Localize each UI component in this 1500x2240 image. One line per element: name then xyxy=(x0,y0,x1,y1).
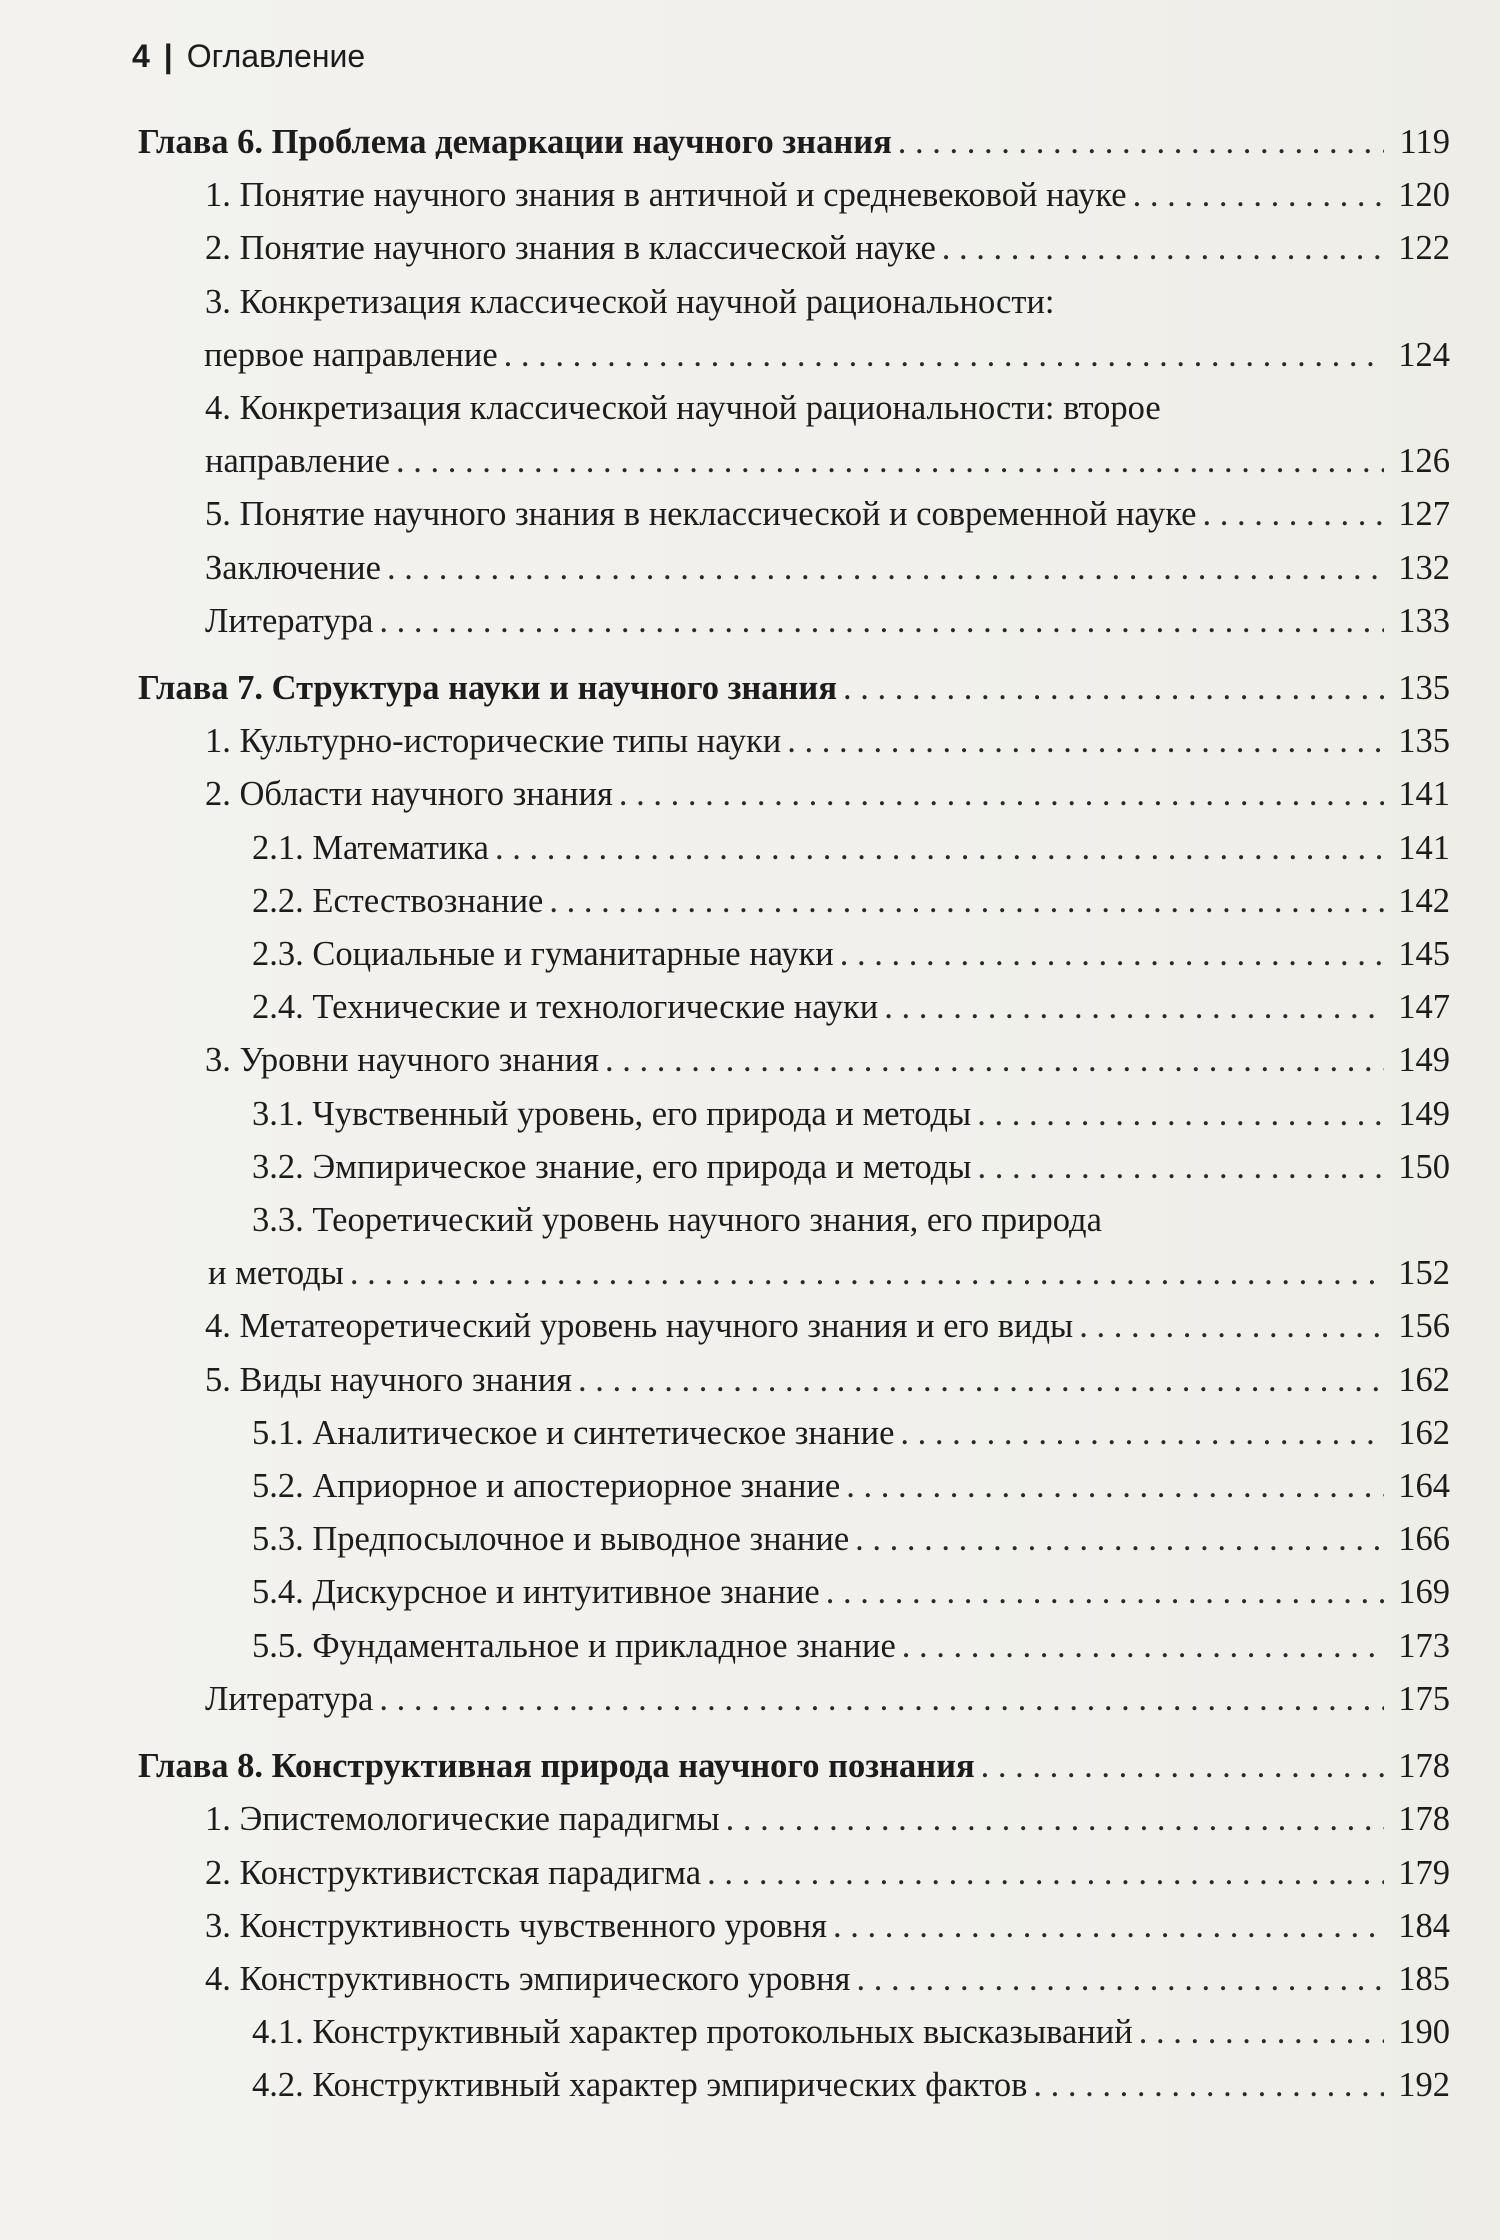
chapter-title: Глава 7. Структура науки и научного знания xyxy=(138,669,837,708)
toc-entry[interactable]: 3. Конкретизация классической научной рациональности: первое направление . . . 124 xyxy=(205,276,1450,382)
toc-entry[interactable]: 1. Эпистемологические парадигмы . . . 178 xyxy=(205,1793,1450,1846)
toc-entry[interactable]: Литература . . . 175 xyxy=(205,1673,1450,1726)
toc-entry[interactable]: 2. Конструктивистская парадигма . . . 179 xyxy=(205,1847,1450,1900)
leader-dots xyxy=(898,116,1384,169)
toc-entry[interactable]: 1. Понятие научного знания в античной и средневековой науке . . . 120 xyxy=(205,169,1450,222)
chapter-title: Глава 8. Конструктивная природа научного познания xyxy=(138,1747,975,1786)
leader-dots xyxy=(900,1407,1384,1460)
toc-chapter-7[interactable] xyxy=(138,662,1450,715)
leader-dots xyxy=(977,1088,1384,1141)
chapter-page: 178 xyxy=(1398,1747,1450,1786)
toc-entry[interactable]: 4. Конструктивность эмпирического уровня . . . 185 xyxy=(205,1953,1450,2006)
leader-dots xyxy=(840,928,1384,981)
toc-chapter-8[interactable] xyxy=(138,1740,1450,1793)
toc-subentry[interactable]: 3.1. Чувственный уровень, его природа и методы . . . 149 xyxy=(252,1088,1450,1141)
toc-entry[interactable]: 4. Метатеоретический уровень научного знания и его виды . . . 156 xyxy=(205,1300,1450,1353)
toc-subentry[interactable]: 4.2. Конструктивный характер эмпирических фактов . . . 192 xyxy=(252,2059,1450,2112)
toc-entry[interactable]: 3. Уровни научного знания . . . 149 xyxy=(205,1034,1450,1087)
leader-dots xyxy=(977,1141,1384,1194)
toc-entry[interactable]: 2. Понятие научного знания в классической науке . . . 122 xyxy=(205,222,1450,275)
toc-subentry[interactable]: 5.3. Предпосылочное и выводное знание . . . 166 xyxy=(252,1513,1450,1566)
leader-dots xyxy=(350,1247,1384,1300)
toc-subentry[interactable]: 3.2. Эмпирическое знание, его природа и методы . . . 150 xyxy=(252,1141,1450,1194)
leader-dots xyxy=(379,1673,1384,1726)
leader-dots xyxy=(855,1513,1384,1566)
chapter-page: 119 xyxy=(1399,123,1450,161)
leader-dots xyxy=(884,981,1384,1034)
table-of-contents xyxy=(0,116,1500,2113)
leader-dots xyxy=(1139,2006,1384,2059)
toc-subentry[interactable]: 3.3. Теоретический уровень научного знания, его природа и методы . . . 152 xyxy=(252,1194,1450,1300)
leader-dots xyxy=(843,662,1384,715)
leader-dots xyxy=(379,595,1384,648)
toc-entry[interactable]: 4. Конкретизация классической научной рациональности: второе направление . . . 126 xyxy=(205,382,1450,488)
leader-dots xyxy=(826,1566,1384,1619)
toc-subentry[interactable]: 2.4. Технические и технологические науки . . . 147 xyxy=(252,981,1450,1034)
toc-subentry[interactable]: 5.5. Фундаментальное и прикладное знание . . . 173 xyxy=(252,1620,1450,1673)
leader-dots xyxy=(726,1793,1384,1846)
toc-subentry[interactable]: 5.2. Априорное и апостериорное знание . . . 164 xyxy=(252,1460,1450,1513)
leader-dots xyxy=(856,1953,1384,2006)
leader-dots xyxy=(495,822,1384,875)
toc-subentry[interactable]: 2.1. Математика . . . 141 xyxy=(252,822,1450,875)
toc-subentry[interactable]: 4.1. Конструктивный характер протокольных высказываний . . . 190 xyxy=(252,2006,1450,2059)
toc-subentry[interactable]: 2.2. Естествознание . . . 142 xyxy=(252,875,1450,928)
leader-dots xyxy=(1202,488,1384,541)
page-number: 4 xyxy=(132,38,150,74)
leader-dots xyxy=(605,1034,1384,1087)
toc-subentry[interactable]: 2.3. Социальные и гуманитарные науки . . . 145 xyxy=(252,928,1450,981)
toc-subentry[interactable]: 5.4. Дискурсное и интуитивное знание . . . 169 xyxy=(252,1566,1450,1619)
chapter-page: 135 xyxy=(1398,669,1450,708)
toc-subentry[interactable]: 5.1. Аналитическое и синтетическое знание . . . 162 xyxy=(252,1407,1450,1460)
leader-dots xyxy=(1133,169,1384,222)
header-title: Оглавление xyxy=(186,38,366,74)
leader-dots xyxy=(833,1900,1384,1953)
toc-entry[interactable]: 3. Конструктивность чувственного уровня . . . 184 xyxy=(205,1900,1450,1953)
leader-dots xyxy=(549,875,1384,928)
leader-dots xyxy=(578,1354,1384,1407)
leader-dots xyxy=(707,1847,1384,1900)
leader-dots xyxy=(1079,1300,1384,1353)
header-separator: | xyxy=(163,38,173,74)
leader-dots xyxy=(902,1620,1384,1673)
leader-dots xyxy=(846,1460,1384,1513)
leader-dots xyxy=(787,715,1384,768)
leader-dots xyxy=(619,768,1384,821)
toc-entry[interactable]: 1. Культурно-исторические типы науки . . . 135 xyxy=(205,715,1450,768)
toc-entry[interactable]: Литература . . . 133 xyxy=(205,595,1450,648)
toc-entry[interactable]: 2. Области научного знания . . . 141 xyxy=(205,768,1450,821)
leader-dots xyxy=(396,435,1384,488)
running-header xyxy=(132,38,365,75)
leader-dots xyxy=(942,222,1384,275)
leader-dots xyxy=(504,329,1384,382)
leader-dots xyxy=(1033,2059,1384,2112)
toc-entry[interactable]: 5. Понятие научного знания в неклассической и современной науке . . . 127 xyxy=(205,488,1450,541)
chapter-title: Глава 6. Проблема демаркации научного знания xyxy=(138,123,892,161)
leader-dots xyxy=(387,542,1384,595)
toc-chapter-6[interactable] xyxy=(138,116,1450,169)
toc-entry[interactable]: 5. Виды научного знания . . . 162 xyxy=(205,1354,1450,1407)
toc-entry[interactable]: Заключение . . . 132 xyxy=(205,542,1450,595)
leader-dots xyxy=(981,1740,1384,1793)
